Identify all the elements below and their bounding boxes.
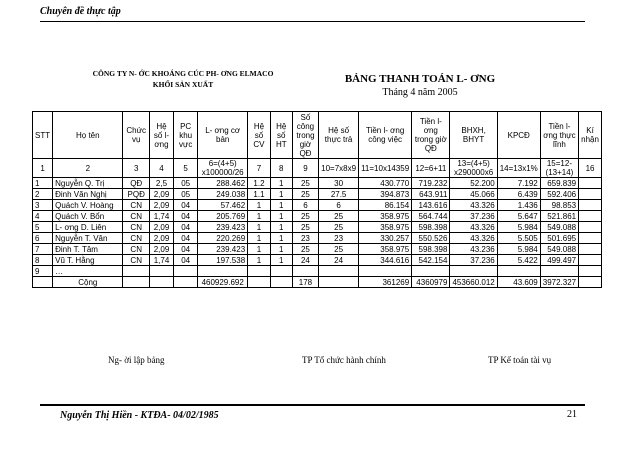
table-cell: 05	[174, 178, 198, 189]
empty-cell	[33, 277, 53, 288]
column-header: Hệ số thực trả	[319, 112, 359, 159]
table-cell: 1	[270, 189, 292, 200]
table-cell: 23	[319, 233, 359, 244]
table-cell: 2,09	[149, 244, 173, 255]
table-cell: 25	[292, 189, 318, 200]
table-cell: 521.861	[540, 211, 578, 222]
table-cell: 598.398	[412, 222, 450, 233]
table-cell: 1	[248, 200, 271, 211]
table-cell: 98.853	[540, 200, 578, 211]
table-cell	[579, 255, 602, 266]
table-cell: 5.984	[497, 222, 540, 233]
table-cell: 25	[319, 211, 359, 222]
table-cell: CN	[123, 255, 149, 266]
table-cell: 1	[248, 244, 271, 255]
table-cell: 5	[33, 222, 53, 233]
table-cell	[319, 266, 359, 277]
company-division: KHỐI SẢN XUẤT	[152, 80, 214, 89]
table-cell: 30	[319, 178, 359, 189]
table-cell: 04	[174, 200, 198, 211]
table-cell	[198, 266, 248, 277]
table-cell: 25	[292, 244, 318, 255]
table-cell: 542.154	[412, 255, 450, 266]
table-cell: Nguyễn T. Vân	[53, 233, 123, 244]
column-index-cell: 16	[579, 159, 602, 178]
empty-cell	[174, 277, 198, 288]
table-cell: 52.200	[450, 178, 497, 189]
table-cell: Quách V. Bổn	[53, 211, 123, 222]
column-index-cell: 1	[33, 159, 53, 178]
total-cell: 4360979	[412, 277, 450, 288]
column-header: Tiền l- ơng trong giờ QĐ	[412, 112, 450, 159]
footer-divider	[40, 404, 585, 406]
table-cell: PQĐ	[123, 189, 149, 200]
column-index-cell: 7	[248, 159, 271, 178]
column-header: Họ tên	[53, 112, 123, 159]
document-title-block	[330, 73, 510, 98]
table-cell: CN	[123, 211, 149, 222]
table-cell: 1,74	[149, 211, 173, 222]
table-cell	[579, 222, 602, 233]
table-cell: 1	[270, 178, 292, 189]
column-header: Kí nhận	[579, 112, 602, 159]
table-row	[33, 178, 602, 189]
table-cell: 5.422	[497, 255, 540, 266]
table-cell: 344.616	[359, 255, 412, 266]
column-header: STT	[33, 112, 53, 159]
table-cell	[359, 266, 412, 277]
column-index-cell: 2	[53, 159, 123, 178]
column-header: Chức vụ	[123, 112, 149, 159]
table-cell: 2,09	[149, 233, 173, 244]
table-cell: CN	[123, 244, 149, 255]
table-cell: 6	[319, 200, 359, 211]
table-cell: 6.439	[497, 189, 540, 200]
table-cell	[174, 266, 198, 277]
table-cell: 86.154	[359, 200, 412, 211]
signature-preparer: Ng- ời lập bảng	[108, 355, 165, 365]
table-cell: 9	[33, 266, 53, 277]
column-index-cell: 9	[292, 159, 318, 178]
table-cell	[579, 200, 602, 211]
table-cell: 25	[319, 222, 359, 233]
footer-author: Nguyễn Thị Hiền - KTĐA- 04/02/1985	[60, 410, 219, 421]
table-cell: 24	[292, 255, 318, 266]
column-header: Hệ số HT	[270, 112, 292, 159]
table-cell: 25	[292, 211, 318, 222]
table-cell	[579, 211, 602, 222]
table-cell: 1	[270, 200, 292, 211]
table-cell	[497, 266, 540, 277]
document-title: BẢNG THANH TOÁN L- ƠNG	[344, 73, 496, 85]
table-cell: L- ơng D. Liên	[53, 222, 123, 233]
table-cell: Đinh Văn Nghị	[53, 189, 123, 200]
table-cell: 2,09	[149, 200, 173, 211]
table-cell: 598.398	[412, 244, 450, 255]
column-index-cell: 14=13x1%	[497, 159, 540, 178]
table-cell	[248, 266, 271, 277]
table-header-row	[33, 112, 602, 159]
table-cell: 1	[248, 222, 271, 233]
table-cell: 1	[270, 255, 292, 266]
table-cell: 592.406	[540, 189, 578, 200]
total-cell: 178	[292, 277, 318, 288]
table-cell: 2,09	[149, 189, 173, 200]
table-cell	[412, 266, 450, 277]
company-block	[68, 68, 298, 90]
table-cell: 550.526	[412, 233, 450, 244]
empty-cell	[248, 277, 271, 288]
table-cell: …	[53, 266, 123, 277]
table-row	[33, 233, 602, 244]
column-index-cell: 12=6+11	[412, 159, 450, 178]
column-index-cell: 3	[123, 159, 149, 178]
table-cell: 643.911	[412, 189, 450, 200]
column-header: Tiền l- ơng công việc	[359, 112, 412, 159]
table-cell: 23	[292, 233, 318, 244]
table-cell	[270, 266, 292, 277]
header-divider	[40, 21, 585, 22]
table-cell: 05	[174, 189, 198, 200]
table-cell: 27.5	[319, 189, 359, 200]
table-cell: 197.538	[198, 255, 248, 266]
table-cell: 205.769	[198, 211, 248, 222]
table-cell	[579, 266, 602, 277]
table-cell: Quách V. Hoàng	[53, 200, 123, 211]
table-cell: 499.497	[540, 255, 578, 266]
table-cell	[579, 244, 602, 255]
empty-cell	[123, 277, 149, 288]
table-cell	[540, 266, 578, 277]
table-cell: 239.423	[198, 222, 248, 233]
table-cell: QĐ	[123, 178, 149, 189]
table-cell: 6	[292, 200, 318, 211]
table-cell: 7.192	[497, 178, 540, 189]
document-subtitle: Tháng 4 năm 2005	[382, 87, 458, 98]
table-cell: Vũ T. Hằng	[53, 255, 123, 266]
table-cell: 37.236	[450, 211, 497, 222]
table-row	[33, 255, 602, 266]
table-cell: 1.1	[248, 189, 271, 200]
table-cell: 659.839	[540, 178, 578, 189]
table-cell: 430.770	[359, 178, 412, 189]
table-cell: 549.088	[540, 244, 578, 255]
column-header: KPCĐ	[497, 112, 540, 159]
column-header: L- ơng cơ bản	[198, 112, 248, 159]
table-cell: 57.462	[198, 200, 248, 211]
table-row	[33, 211, 602, 222]
column-header: Tiền l- ơng thực lĩnh	[540, 112, 578, 159]
table-cell: 1	[270, 222, 292, 233]
column-index-cell: 15=12-(13+14)	[540, 159, 578, 178]
table-cell: 330.257	[359, 233, 412, 244]
column-header: PC khu vực	[174, 112, 198, 159]
table-cell: 04	[174, 222, 198, 233]
column-index-cell: 13=(4+5) x290000x6	[450, 159, 497, 178]
column-header: Hệ số l- ơng	[149, 112, 173, 159]
table-cell: 394.873	[359, 189, 412, 200]
table-cell	[149, 266, 173, 277]
table-row	[33, 189, 602, 200]
table-cell: 358.975	[359, 211, 412, 222]
table-cell: 25	[292, 178, 318, 189]
empty-cell	[319, 277, 359, 288]
total-cell: 460929.692	[198, 277, 248, 288]
total-cell: 453660.012	[450, 277, 497, 288]
table-cell	[292, 266, 318, 277]
total-cell: 361269	[359, 277, 412, 288]
table-row	[33, 244, 602, 255]
signature-hr: TP Tổ chức hành chính	[302, 355, 386, 365]
table-cell: 37.236	[450, 255, 497, 266]
column-index-cell: 10=7x8x9	[319, 159, 359, 178]
table-cell: 45.066	[450, 189, 497, 200]
signature-accounting: TP Kế toán tài vụ	[488, 355, 552, 365]
table-cell: 8	[33, 255, 53, 266]
table-cell: 501.695	[540, 233, 578, 244]
table-cell: 04	[174, 211, 198, 222]
column-index-cell: 5	[174, 159, 198, 178]
table-row	[33, 200, 602, 211]
column-header: BHXH, BHYT	[450, 112, 497, 159]
table-cell: 2,5	[149, 178, 173, 189]
table-cell: 1	[248, 211, 271, 222]
table-cell: 24	[319, 255, 359, 266]
table-cell: 25	[319, 244, 359, 255]
table-cell: 6	[33, 233, 53, 244]
page-header-title: Chuyên đề thực tập	[40, 6, 121, 17]
table-cell: CN	[123, 200, 149, 211]
table-cell: 358.975	[359, 222, 412, 233]
table-cell	[579, 233, 602, 244]
table-cell: 3	[33, 200, 53, 211]
table-cell: 1.436	[497, 200, 540, 211]
total-cell: 3972.327	[540, 277, 578, 288]
payroll-table	[32, 111, 602, 288]
empty-cell	[270, 277, 292, 288]
table-cell	[450, 266, 497, 277]
table-cell: 43.326	[450, 200, 497, 211]
table-cell: 239.423	[198, 244, 248, 255]
column-index-row	[33, 159, 602, 178]
table-row	[33, 222, 602, 233]
table-cell: 04	[174, 244, 198, 255]
table-row	[33, 266, 602, 277]
table-cell: 288.462	[198, 178, 248, 189]
table-cell: 719.232	[412, 178, 450, 189]
table-cell: 1	[270, 244, 292, 255]
table-cell: 1	[33, 178, 53, 189]
empty-cell	[149, 277, 173, 288]
column-index-cell: 6=(4+5) x100000/26	[198, 159, 248, 178]
table-cell: 143.616	[412, 200, 450, 211]
table-cell: 43.326	[450, 233, 497, 244]
table-cell: 564.744	[412, 211, 450, 222]
table-cell: 04	[174, 255, 198, 266]
total-cell: 43.609	[497, 277, 540, 288]
table-cell: 1.2	[248, 178, 271, 189]
table-cell	[579, 178, 602, 189]
total-row	[33, 277, 602, 288]
column-index-cell: 8	[270, 159, 292, 178]
table-cell: 1	[248, 255, 271, 266]
table-cell: 43.326	[450, 222, 497, 233]
company-name: CÔNG TY N- ỚC KHOÁNG CÚC PH- ƠNG ELMACO	[92, 69, 274, 78]
table-cell: CN	[123, 222, 149, 233]
column-index-cell: 11=10x14359	[359, 159, 412, 178]
column-header: Hệ số CV	[248, 112, 271, 159]
table-cell: 43.236	[450, 244, 497, 255]
table-cell: 5.505	[497, 233, 540, 244]
table-cell: 1	[270, 233, 292, 244]
column-header: Số công trong giờ QĐ	[292, 112, 318, 159]
table-cell	[123, 266, 149, 277]
table-cell: Đinh T. Tâm	[53, 244, 123, 255]
table-cell: 549.088	[540, 222, 578, 233]
table-cell: 2,09	[149, 222, 173, 233]
table-cell: 4	[33, 211, 53, 222]
table-cell: CN	[123, 233, 149, 244]
table-cell: 1	[248, 233, 271, 244]
table-cell: 1,74	[149, 255, 173, 266]
table-cell: 249.038	[198, 189, 248, 200]
table-cell: 5.647	[497, 211, 540, 222]
total-cell: Cộng	[53, 277, 123, 288]
table-cell: 220.269	[198, 233, 248, 244]
table-cell: 5.984	[497, 244, 540, 255]
table-cell: 7	[33, 244, 53, 255]
table-cell: 1	[270, 211, 292, 222]
table-cell: 358.975	[359, 244, 412, 255]
table-cell: 04	[174, 233, 198, 244]
table-cell: 2	[33, 189, 53, 200]
table-cell: Nguyễn Q. Trị	[53, 178, 123, 189]
table-cell: 25	[292, 222, 318, 233]
page-number: 21	[567, 409, 577, 420]
table-cell	[579, 189, 602, 200]
column-index-cell: 4	[149, 159, 173, 178]
empty-cell	[579, 277, 602, 288]
